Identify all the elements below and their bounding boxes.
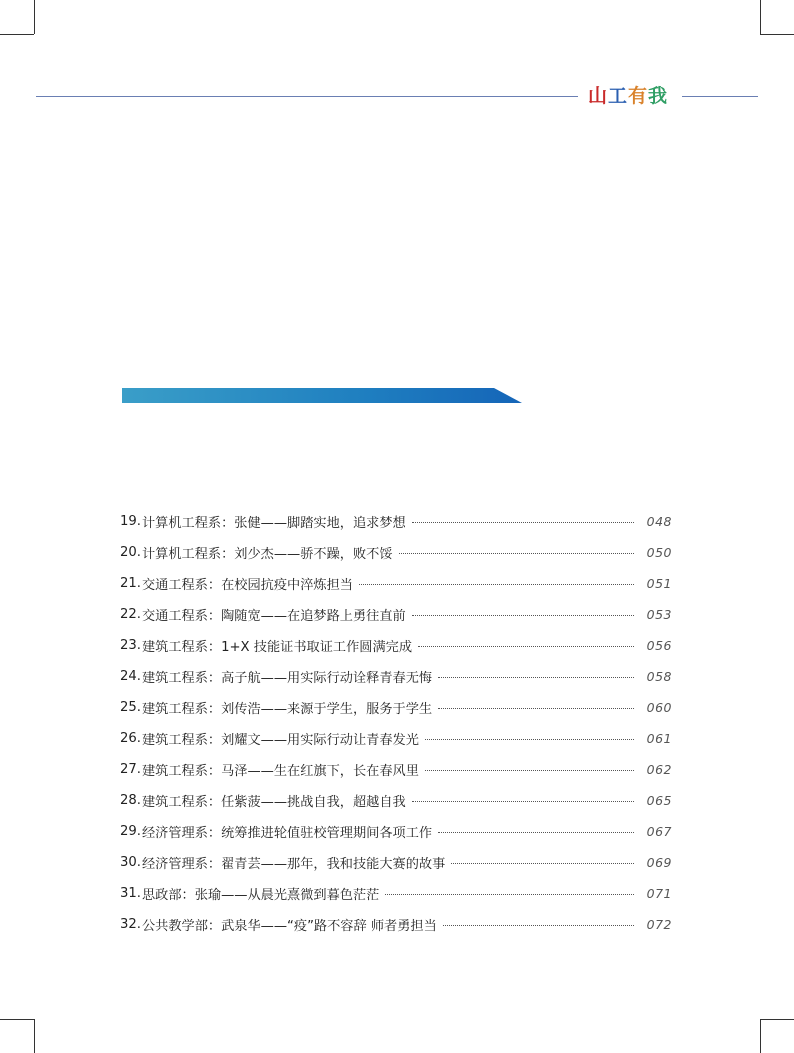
toc-leader-dots bbox=[425, 739, 634, 740]
toc-page-number: 072 bbox=[646, 917, 672, 932]
toc-title: 经济管理系：统筹推进轮值驻校管理期间各项工作 bbox=[141, 826, 433, 841]
toc-title: 建筑工程系：马泽——生在红旗下，长在春风里 bbox=[141, 764, 419, 779]
toc-entry[interactable] bbox=[120, 568, 672, 599]
toc-title: 建筑工程系：任紫菠——挑战自我，超越自我 bbox=[141, 795, 406, 810]
toc-title: 建筑工程系：高子航——用实际行动诠释青春无悔 bbox=[141, 671, 433, 686]
crop-mark-bottom-left-v bbox=[34, 1019, 35, 1053]
toc-number: 32. bbox=[120, 917, 141, 932]
toc-number: 29. bbox=[120, 824, 141, 839]
table-of-contents bbox=[120, 506, 672, 940]
header-title bbox=[588, 84, 678, 108]
toc-leader-dots bbox=[438, 832, 634, 833]
header-title-char: 有 bbox=[628, 85, 649, 107]
toc-leader-dots bbox=[359, 584, 634, 585]
toc-entry[interactable] bbox=[120, 909, 672, 940]
toc-page-number: 062 bbox=[646, 762, 672, 777]
toc-page-number: 071 bbox=[646, 886, 672, 901]
crop-mark-bottom-right-v bbox=[760, 1019, 761, 1053]
toc-entry[interactable] bbox=[120, 692, 672, 723]
toc-entry[interactable] bbox=[120, 723, 672, 754]
header-rule-right bbox=[682, 96, 758, 97]
toc-number: 21. bbox=[120, 576, 141, 591]
toc-number: 25. bbox=[120, 700, 141, 715]
toc-page-number: 058 bbox=[646, 669, 672, 684]
header-title-char: 工 bbox=[608, 85, 629, 107]
toc-leader-dots bbox=[412, 615, 634, 616]
crop-mark-top-right-h bbox=[760, 34, 794, 35]
toc-entry[interactable] bbox=[120, 847, 672, 878]
header-title-char: 我 bbox=[648, 85, 669, 107]
toc-page-number: 050 bbox=[646, 545, 672, 560]
toc-entry[interactable] bbox=[120, 816, 672, 847]
crop-mark-bottom-right-h bbox=[760, 1019, 794, 1020]
toc-entry[interactable] bbox=[120, 754, 672, 785]
toc-page-number: 067 bbox=[646, 824, 672, 839]
toc-number: 30. bbox=[120, 855, 141, 870]
toc-title: 公共教学部：武泉华——“疫”路不容辞 师者勇担当 bbox=[141, 919, 437, 934]
toc-title: 交通工程系：在校园抗疫中淬炼担当 bbox=[141, 578, 353, 593]
toc-title: 计算机工程系：刘少杰——骄不躁，败不馁 bbox=[141, 547, 393, 562]
toc-leader-dots bbox=[399, 553, 634, 554]
toc-number: 24. bbox=[120, 669, 141, 684]
header-title-char: 山 bbox=[588, 85, 609, 107]
toc-leader-dots bbox=[385, 894, 634, 895]
toc-number: 23. bbox=[120, 638, 141, 653]
toc-entry[interactable] bbox=[120, 599, 672, 630]
toc-title: 建筑工程系：1+X 技能证书取证工作圆满完成 bbox=[141, 640, 413, 655]
toc-page-number: 053 bbox=[646, 607, 672, 622]
toc-page-number: 048 bbox=[646, 514, 672, 529]
toc-page-number: 069 bbox=[646, 855, 672, 870]
toc-title: 思政部：张瑜——从晨光熹微到暮色茫茫 bbox=[141, 888, 380, 903]
toc-leader-dots bbox=[425, 770, 634, 771]
toc-entry[interactable] bbox=[120, 878, 672, 909]
toc-title: 建筑工程系：刘耀文——用实际行动让青春发光 bbox=[141, 733, 419, 748]
toc-leader-dots bbox=[412, 801, 634, 802]
crop-mark-bottom-left-h bbox=[0, 1019, 34, 1020]
crop-mark-top-left-v bbox=[34, 0, 35, 34]
toc-page-number: 065 bbox=[646, 793, 672, 808]
toc-number: 19. bbox=[120, 514, 141, 529]
toc-page-number: 060 bbox=[646, 700, 672, 715]
toc-page-number: 061 bbox=[646, 731, 672, 746]
toc-leader-dots bbox=[438, 677, 634, 678]
toc-title: 交通工程系：陶随宽——在追梦路上勇往直前 bbox=[141, 609, 406, 624]
toc-leader-dots bbox=[451, 863, 634, 864]
toc-entry[interactable] bbox=[120, 506, 672, 537]
toc-leader-dots bbox=[412, 522, 634, 523]
toc-leader-dots bbox=[443, 925, 634, 926]
header-rule-left bbox=[36, 96, 578, 97]
toc-title: 经济管理系：翟青芸——那年，我和技能大赛的故事 bbox=[141, 857, 446, 872]
toc-title: 建筑工程系：刘传浩——来源于学生，服务于学生 bbox=[141, 702, 433, 717]
toc-title: 计算机工程系：张健——脚踏实地，追求梦想 bbox=[141, 516, 406, 531]
toc-entry[interactable] bbox=[120, 661, 672, 692]
toc-number: 20. bbox=[120, 545, 141, 560]
toc-leader-dots bbox=[438, 708, 634, 709]
toc-leader-dots bbox=[418, 646, 634, 647]
crop-mark-top-right-v bbox=[760, 0, 761, 34]
toc-entry[interactable] bbox=[120, 785, 672, 816]
toc-number: 28. bbox=[120, 793, 141, 808]
toc-number: 27. bbox=[120, 762, 141, 777]
crop-mark-top-left-h bbox=[0, 34, 34, 35]
toc-number: 22. bbox=[120, 607, 141, 622]
toc-entry[interactable] bbox=[120, 630, 672, 661]
toc-number: 26. bbox=[120, 731, 141, 746]
toc-number: 31. bbox=[120, 886, 141, 901]
toc-entry[interactable] bbox=[120, 537, 672, 568]
toc-page-number: 056 bbox=[646, 638, 672, 653]
toc-page-number: 051 bbox=[646, 576, 672, 591]
section-banner-bar bbox=[122, 388, 522, 403]
